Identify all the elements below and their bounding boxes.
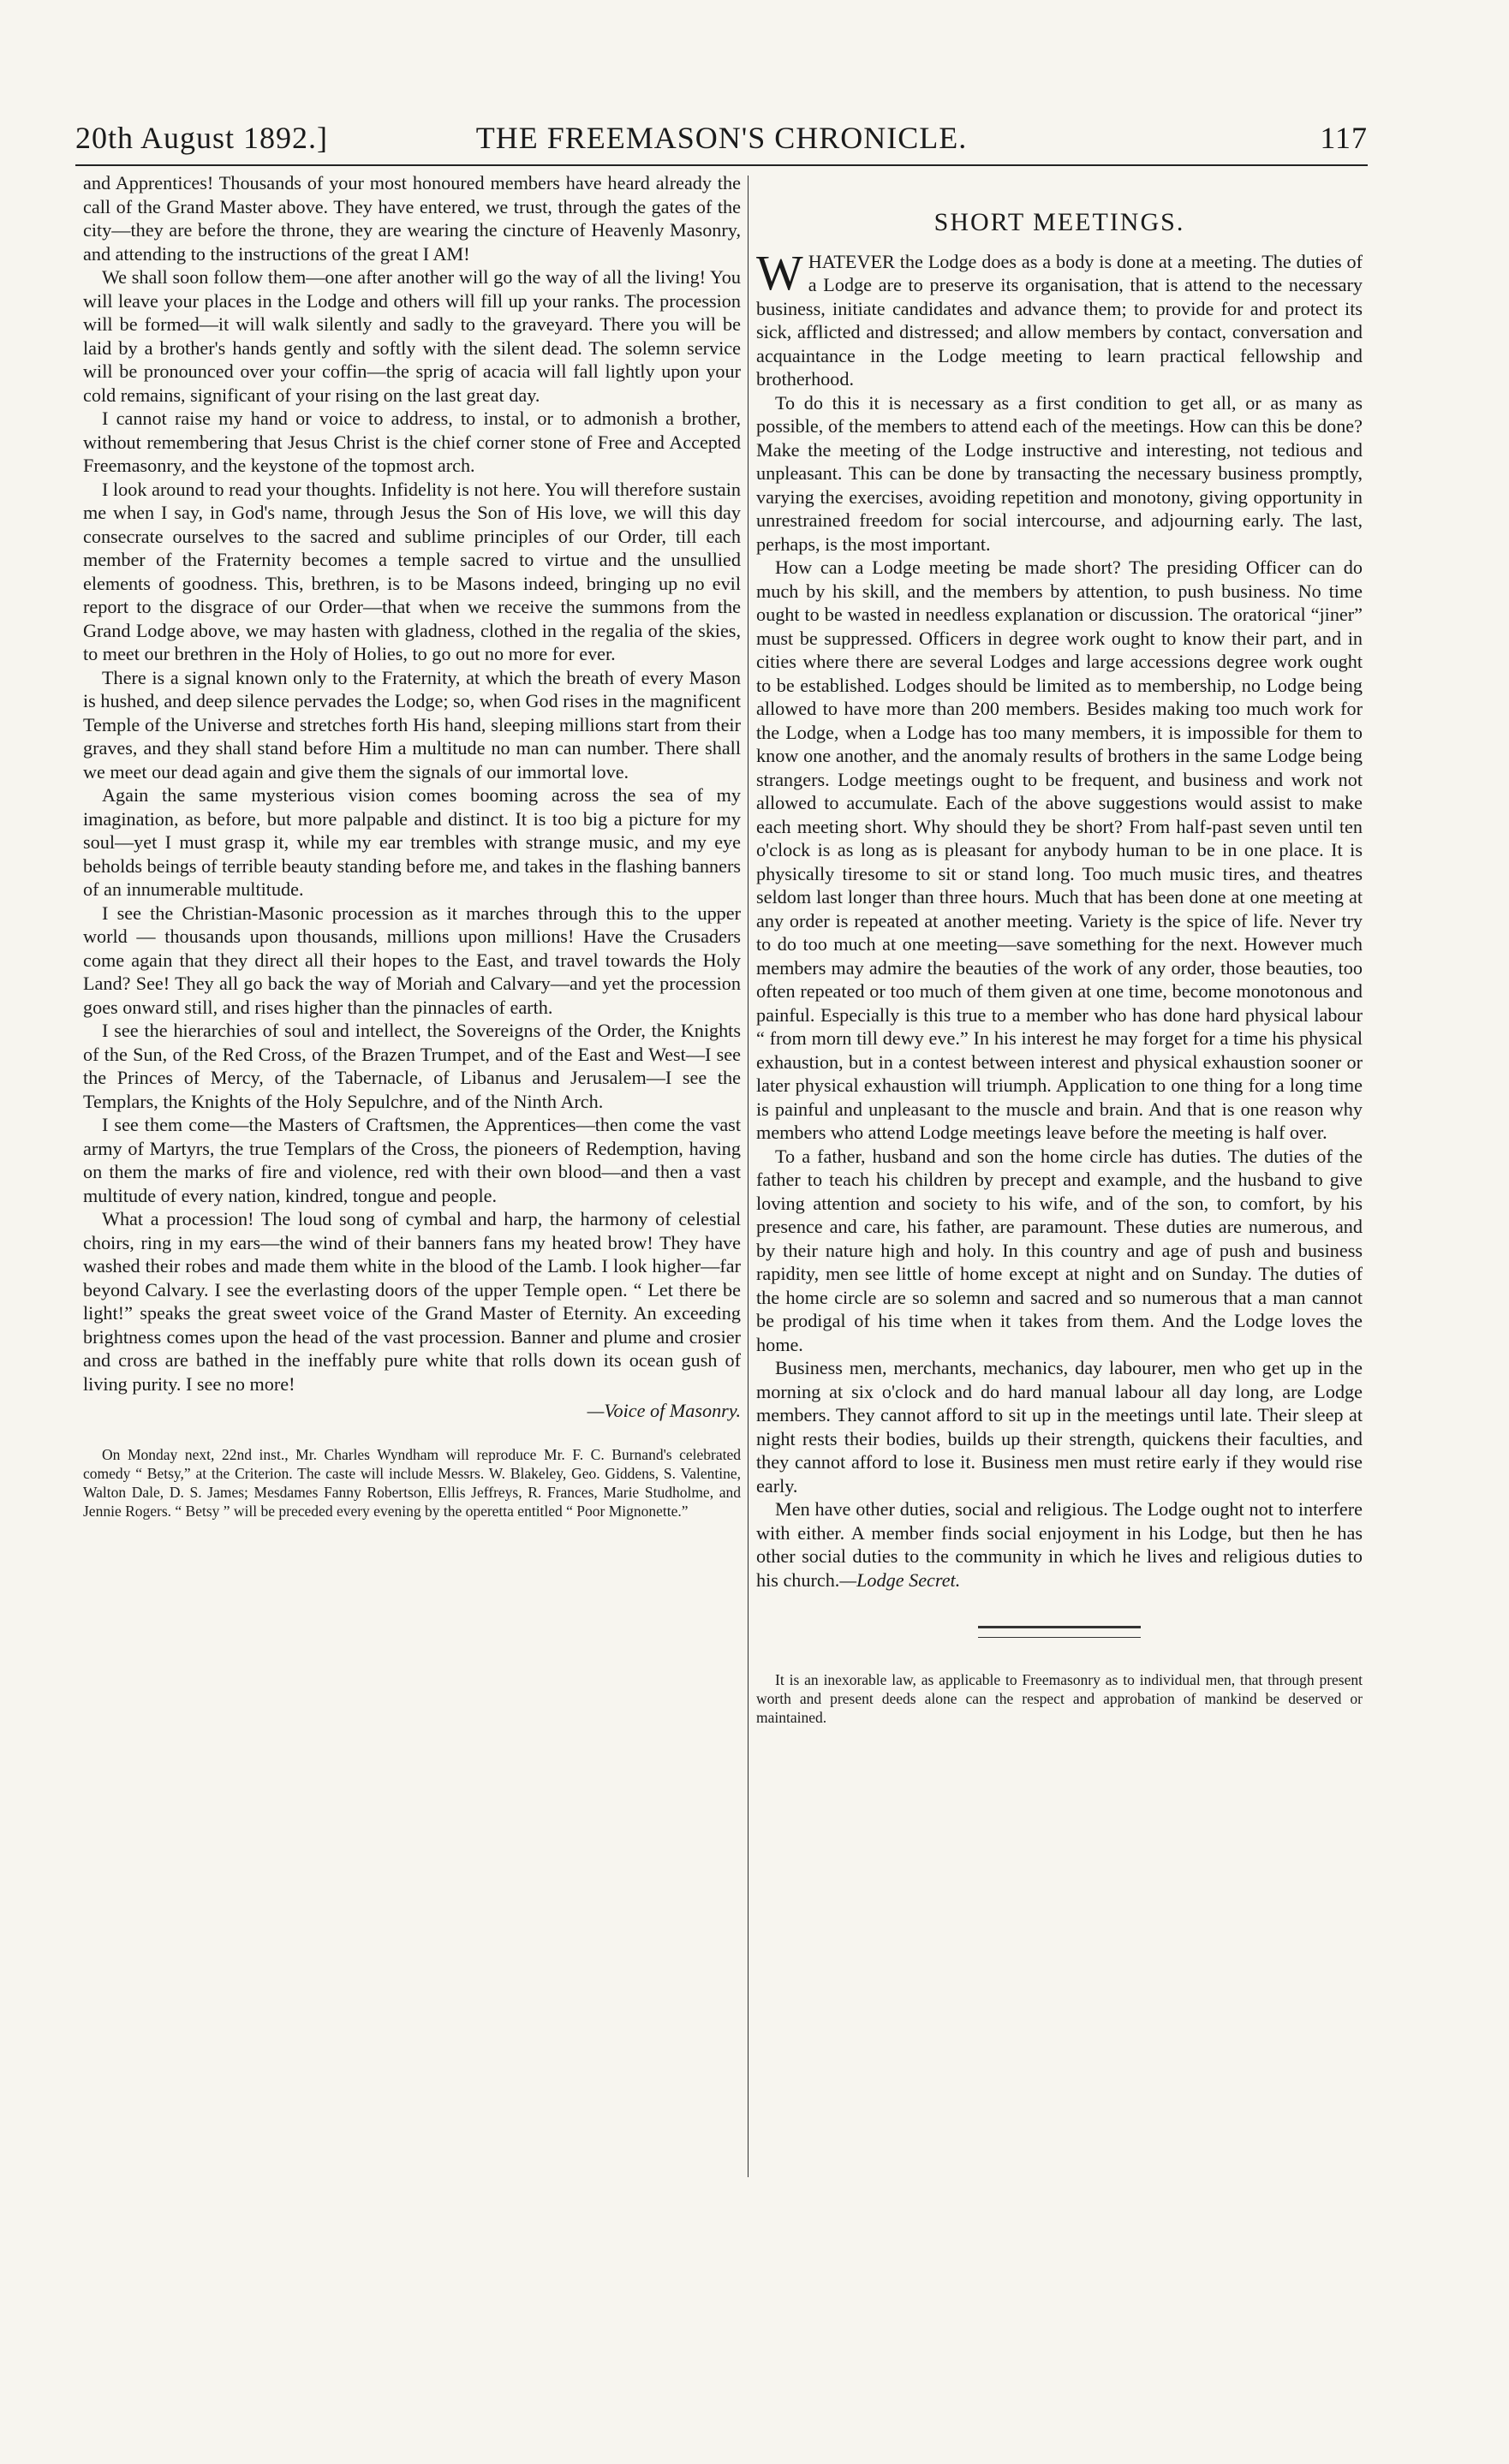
header-rule bbox=[75, 164, 1368, 166]
first-paragraph-text: HATEVER the Lodge does as a body is done at a meeting. The duties of a Lodge are to preserve its organisation, that is attend to the necessary business, initiate candidates and advance them; to provide for and protect its sick, afflicted and distressed; and allow members by contact, conversation and acquaintance in the Lodge meeting to learn practical fellowship and brotherhood. bbox=[756, 250, 1363, 390]
paragraph: I see them come—the Masters of Craftsmen, the Apprentices—then come the vast army of Martyrs, the true Templars of the Cross, the pioneers of Redemption, having on them the marks of fire and violence, red with their own blood—and then a vast multitude of every nation, kindred, tongue and people. bbox=[83, 1114, 741, 1206]
page-number: 117 bbox=[1320, 121, 1368, 155]
paragraph: and Apprentices! Thousands of your most honoured members have heard already the call of the Grand Master above. They have entered, we trust, through the gates of the city—they are before the throne, they are wearing the cincture of Heavenly Masonry, and attending to the instructions of the great I AM! bbox=[83, 172, 741, 265]
page-header bbox=[75, 120, 1368, 159]
issue-date: 20th August 1892.] bbox=[75, 121, 329, 155]
paragraph: To a father, husband and son the home circle has duties. The duties of the father to teach his children by precept and example, and the husband to give loving attention and society to his wife, and of the son, to comfort, by his presence and care, his father, are paramount. These duties are numerous, and by their nature high and holy. In this country and age of push and business rapidity, men see little of home except at night and on Sunday. The duties of the home circle are so solemn and sacred and so numerous that a man cannot be prodigal of his time when it takes from them. And the Lodge loves the home. bbox=[756, 1145, 1363, 1355]
right-column bbox=[756, 171, 1363, 1727]
publication-title: THE FREEMASON'S CHRONICLE. bbox=[475, 121, 968, 155]
source-signature: —Lodge Secret. bbox=[839, 1568, 961, 1591]
left-column bbox=[83, 171, 741, 1521]
paragraph: I see the Christian-Masonic procession as it marches through this to the upper world — thousands upon thousands, millions upon millions! Have the Crusaders come again that they direct all their hopes to the East, and travel towards the Holy Land? See! They all go back the way of Moriah and Calvary—and yet the procession goes onward still, and rises higher than the pinnacles of earth. bbox=[83, 902, 741, 1018]
section-ornament bbox=[978, 1626, 1141, 1638]
paragraph: We shall soon follow them—one after another will go the way of all the living! You will leave your places in the Lodge and others will fill up your ranks. The procession will be formed—it will walk silently and sadly to the graveyard. There you will be laid by a brother's hands gently and softly with the silent dead. The solemn service will be pronounced over your coffin—the sprig of acacia will fall lightly upon your cold remains, significant of your rising on the last great day. bbox=[83, 266, 741, 406]
paragraph: To do this it is necessary as a first condition to get all, or as many as possible, of the members to attend each of the meetings. How can this be done? Make the meeting of the Lodge instructive and interesting, not tedious and unpleasant. This can be done by transacting the necessary business promptly, varying the exercises, avoiding repetition and monotony, giving opportunity in unrestrained freedom for social intercourse, and adjourning early. The last, perhaps, is the most important. bbox=[756, 391, 1363, 555]
paragraph: I look around to read your thoughts. Infidelity is not here. You will therefore sustain me when I say, in God's name, through Jesus the Son of His love, we will this day consecrate ourselves to the sacred and sublime principles of our Order, till each member of the Fraternity becomes a temple sacred to virtue and the unsullied elements of goodness. This, brethren, is to be Masons indeed, bringing up no evil report to the disgrace of our Order—that when we receive the summons from the Grand Lodge above, we may hasten with gladness, clothed in the regalia of the skies, to meet our brethren in the Holy of Holies, to go out no more for ever. bbox=[83, 478, 741, 664]
paragraph bbox=[756, 1497, 1363, 1592]
paragraph: Business men, merchants, mechanics, day labourer, men who get up in the morning at six o'clock and do hard manual labour all day long, are Lodge members. They cannot afford to sit up in the meetings until late. Their sleep at night rests their bodies, builds up their strength, quickens their faculties, and they cannot afford to lose it. Business men must retire early if they would rise early. bbox=[756, 1357, 1363, 1497]
drop-cap: W bbox=[756, 244, 803, 301]
first-paragraph bbox=[756, 244, 1363, 391]
theatre-notice: On Monday next, 22nd inst., Mr. Charles Wyndham will reproduce Mr. F. C. Burnand's celebrated comedy “ Betsy,” at the Criterion. The caste will include Messrs. W. Blakeley, Geo. Giddens, S. Valentine, Walton Dale, D. S. James; Mesdames Fanny Robertson, Ellis Jeffreys, R. Frances, Marie Studholme, and Jennie Rogers. “ Betsy ” will be preceded every evening by the operetta entitled “ Poor Mignonette.” bbox=[83, 1445, 741, 1520]
paragraph: Again the same mysterious vision comes booming across the sea of my imagination, as before, but more palpable and distinct. It is too big a picture for my soul—yet I must grasp it, while my ear trembles with strange music, and my eye beholds beings of terrible beauty standing before me, and takes in the flashing banners of an innumerable multitude. bbox=[83, 784, 741, 900]
paragraph-text: Men have other duties, social and religious. The Lodge ought not to interfere with either. A member finds social enjoyment in his Lodge, but then he has other social duties to the community in which he lives and religious duties to his church. bbox=[756, 1498, 1363, 1591]
paragraph: There is a signal known only to the Fraternity, at which the breath of every Mason is hushed, and deep silence pervades the Lodge; so, when God rises in the magnificent Temple of the Universe and stretches forth His hand, sleeping millions start from their graves, and they shall stand before Him a multitude no man can number. There shall we meet our dead again and give them the signals of our immortal love. bbox=[83, 666, 741, 783]
source-attribution: —Voice of Masonry. bbox=[587, 1400, 741, 1421]
column-divider bbox=[748, 176, 749, 2177]
paragraph: How can a Lodge meeting be made short? The presiding Officer can do much by his skill, and the members by attention, to push business. No time ought to be wasted in needless explanation or discussion. The oratorical “jiner” must be suppressed. Officers in degree work ought to know their part, and in cities where there are several Lodges and large accessions degree work ought to be established. Lodges should be limited as to membership, no Lodge being allowed to have more than 200 members. Besides making too much work for the Lodge, when a Lodge has too many members, it is impossible for them to know one another, and the anomaly results of brothers in the same Lodge being strangers. Lodge meetings ought to be frequent, and business and work not allowed to accumulate. Each of the above suggestions would assist to make each meeting short. Why should they be short? From half-past seven until ten o'clock is as long as is pleasant for anybody human to be in one place. It is physically tiresome to sit or stand long. Too much music tires, and theatres seldom last longer than three hours. Much that has been done at one meeting at any order is repeated at another meeting. Variety is the spice of life. Never try to do too much at one meeting—save something for the next. However much members may admire the beauties of the work of any order, those beauties, too often repeated or too much of them given at one time, become monotonous and painful. Especially is this true to a member who has done hard physical labour “ from morn till dewy eve.” In his interest he may forget for a time his physical exhaustion, but in a contest between interest and physical exhaustion sooner or later physical exhaustion will triumph. Application to one thing for a long time is painful and unpleasant to the muscle and brain. And that is one reason why members who attend Lodge meetings leave before the meeting is half over. bbox=[756, 556, 1363, 1143]
paragraph: I cannot raise my hand or voice to address, to instal, or to admonish a brother, without remembering that Jesus Christ is the chief corner stone of Free and Accepted Freemasonry, and the keystone of the topmost arch. bbox=[83, 408, 741, 476]
footnote: It is an inexorable law, as applicable to Freemasonry as to individual men, that through present worth and present deeds alone can the respect and approbation of mankind be deserved or maintained. bbox=[756, 1671, 1363, 1726]
paragraph: What a procession! The loud song of cymbal and harp, the harmony of celestial choirs, ring in my ears—the wind of their banners fans my heated brow! They have washed their robes and made them white in the blood of the Lamb. I look higher—far beyond Calvary. I see the everlasting doors of the upper Temple open. “ Let there be light!” speaks the great sweet voice of the Grand Master of Eternity. An exceeding brightness comes upon the head of the vast procession. Banner and plume and crosier and cross are bathed in the ineffably pure white that rolls down its ocean gush of living purity. I see no more! bbox=[83, 1208, 741, 1395]
paragraph: I see the hierarchies of soul and intellect, the Sovereigns of the Order, the Knights of the Sun, of the Red Cross, of the Brazen Trumpet, and of the East and West—I see the Princes of Mercy, of the Tabernacle, of Libanus and Jerusalem—I see the Templars, the Knights of the Holy Sepulchre, and of the Ninth Arch. bbox=[83, 1020, 741, 1112]
article-headline: SHORT MEETINGS. bbox=[933, 208, 1185, 236]
